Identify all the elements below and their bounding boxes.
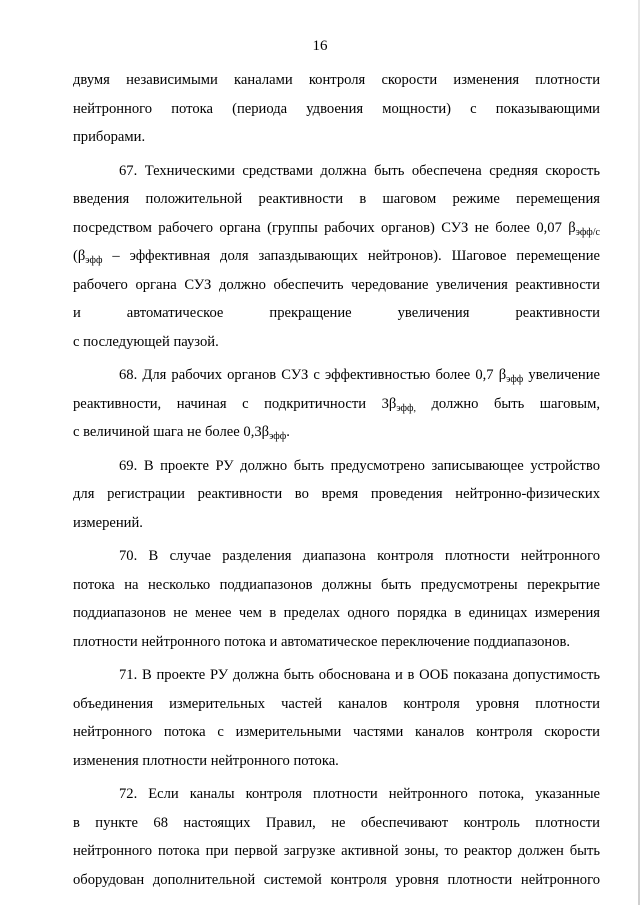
paragraph <box>73 452 600 538</box>
line-text: 67. Техническими средствами должна быть обеспечена средняя скорость <box>119 162 600 179</box>
text-line <box>73 599 600 628</box>
paragraph <box>73 780 600 894</box>
paragraph <box>73 542 600 656</box>
text-line <box>73 66 600 95</box>
paragraph <box>73 661 600 775</box>
text-line <box>73 690 600 719</box>
text-line <box>73 361 600 390</box>
page-number: 16 <box>312 38 328 54</box>
line-text: введения положительной реактивности в шаговом режиме перемещения <box>73 191 600 207</box>
line-text-tail: – эффективная доля запаздывающих нейтронов). Шаговое перемещение <box>102 248 600 264</box>
text-line <box>73 390 600 419</box>
text-line <box>73 747 600 776</box>
text-line <box>73 271 600 300</box>
text-line <box>73 214 600 243</box>
paragraph <box>73 361 600 447</box>
line-text: с последующей паузой. <box>73 333 219 350</box>
line-text-tail: . <box>286 424 290 440</box>
line-text: плотности нейтронного потока и автоматическое переключение поддиапазонов. <box>73 633 571 650</box>
line-text: потока на несколько поддиапазонов должны быть предусмотрены перекрытие <box>73 576 600 593</box>
line-text: изменения плотности нейтронного потока. <box>73 752 339 769</box>
line-text: посредством рабочего органа (группы рабочих органов) СУЗ не более 0,07 β <box>73 219 576 236</box>
line-text: в пункте 68 настоящих Правил, не обеспечивают контроль плотности <box>73 814 600 831</box>
text-line <box>73 780 600 809</box>
line-text: 68. Для рабочих органов СУЗ с эффективностью более 0,7 β <box>119 367 507 383</box>
paragraph <box>73 157 600 357</box>
paragraph <box>73 66 600 152</box>
text-line <box>73 718 600 747</box>
text-line <box>73 452 600 481</box>
line-text: поддиапазонов не менее чем в пределах одного порядка в единицах измерения <box>73 605 600 621</box>
text-line <box>73 242 600 271</box>
line-text: 69. В проекте РУ должно быть предусмотрено записывающее устройство <box>119 457 600 474</box>
text-line <box>73 509 600 538</box>
line-text: для регистрации реактивности во время проведения нейтронно-физических <box>73 486 600 502</box>
line-text-tail: увеличение <box>523 367 600 383</box>
text-line <box>73 95 600 124</box>
subscript: эфф <box>85 255 103 266</box>
line-text: нейтронного потока при первой загрузке активной зоны, то реактор должен быть <box>73 843 600 859</box>
text-line <box>73 571 600 600</box>
text-line <box>73 185 600 214</box>
text-line <box>73 157 600 186</box>
line-text: реактивности, начиная с подкритичности 3β <box>73 395 397 412</box>
line-text-tail: должно быть шаговым, <box>415 395 600 412</box>
line-text: измерений. <box>73 514 143 531</box>
line-text: нейтронного потока с измерительными частями каналов контроля скорости <box>73 724 600 740</box>
line-text: и автоматическое прекращение увеличения реактивности <box>73 305 600 321</box>
text-line <box>73 123 600 152</box>
line-text: приборами. <box>73 129 146 145</box>
line-text: с величиной шага не более 0,3β <box>73 424 270 440</box>
line-text: объединения измерительных частей каналов контроля уровня плотности <box>73 695 600 712</box>
text-line <box>73 866 600 895</box>
line-text: 72. Если каналы контроля плотности нейтронного потока, указанные <box>119 786 600 802</box>
line-text: 70. В случае разделения диапазона контроля плотности нейтронного <box>119 548 600 564</box>
subscript: эфф <box>269 431 287 442</box>
text-line <box>73 418 600 447</box>
text-line <box>73 480 600 509</box>
subscript: эфф, <box>396 402 416 414</box>
subscript: эфф <box>506 374 524 385</box>
document-body <box>73 66 600 899</box>
line-text: рабочего органа СУЗ должно обеспечить чередование увеличения реактивности <box>73 276 600 293</box>
line-text: нейтронного потока (периода удвоения мощности) с показывающими <box>73 100 600 117</box>
text-line <box>73 542 600 571</box>
text-line <box>73 661 600 690</box>
line-text: 71. В проекте РУ должна быть обоснована и в ООБ показана допустимость <box>119 667 600 683</box>
line-text: (β <box>73 248 86 264</box>
subscript: эфф/с <box>575 226 600 238</box>
text-line <box>73 837 600 866</box>
text-line <box>73 809 600 838</box>
text-line <box>73 299 600 328</box>
text-line <box>73 328 600 357</box>
line-text: оборудован дополнительной системой контроля уровня плотности нейтронного <box>73 871 600 888</box>
text-line <box>73 628 600 657</box>
line-text: двумя независимыми каналами контроля скорости изменения плотности <box>73 72 600 88</box>
